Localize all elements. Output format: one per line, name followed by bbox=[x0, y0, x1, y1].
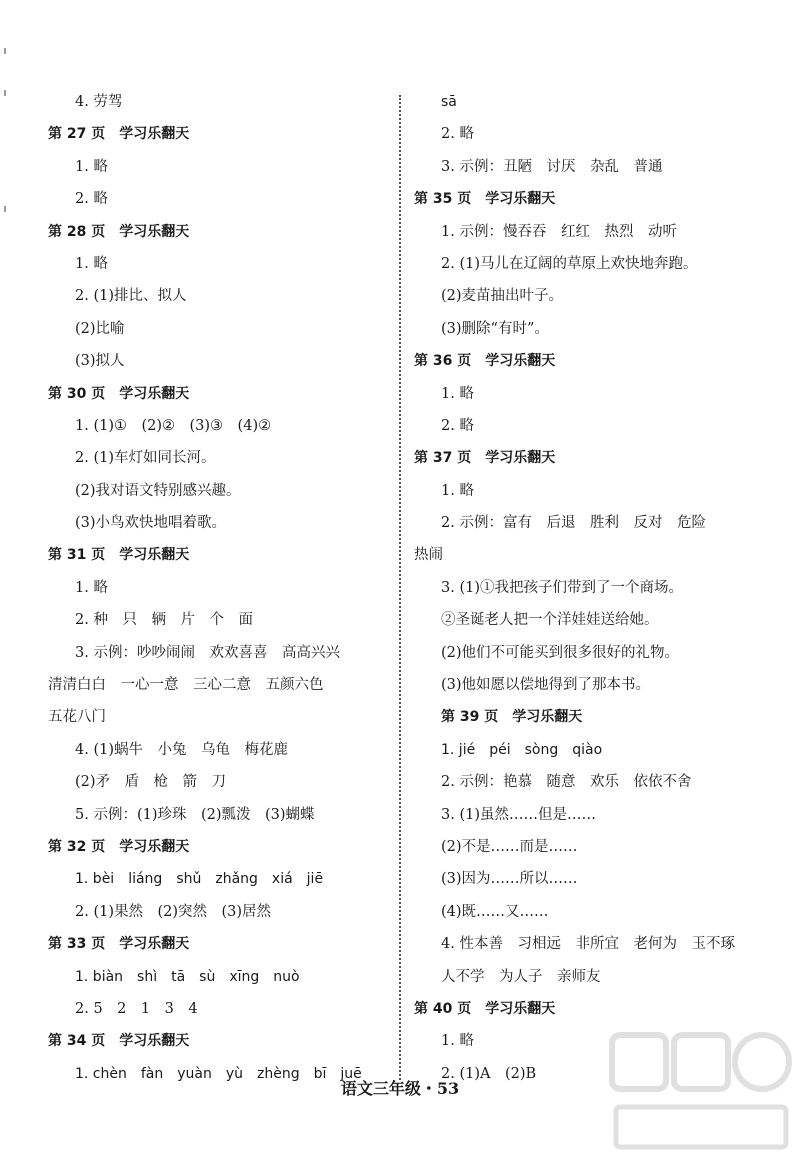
scan-edge-mark bbox=[4, 206, 6, 212]
section-heading: 第 36 页 学习乐翻天 bbox=[414, 353, 556, 370]
answer-line: (2)麦苗抽出叶子。 bbox=[441, 288, 564, 305]
answer-line: (2)不是……而是…… bbox=[441, 838, 578, 855]
answer-line: (3)小鸟欢快地唱着歌。 bbox=[75, 515, 227, 532]
answer-line: (2)矛 盾 枪 箭 刀 bbox=[75, 774, 227, 791]
section-heading: 第 28 页 学习乐翻天 bbox=[48, 223, 190, 240]
answer-line: 1. 略 bbox=[441, 1033, 474, 1050]
answer-line: 2. 示例：富有 后退 胜利 反对 危险 bbox=[441, 515, 706, 532]
column-divider bbox=[399, 95, 401, 1080]
pinyin-answer-line: 1. bèi liáng shǔ zhǎng xiá jiē bbox=[75, 871, 324, 888]
section-heading: 第 35 页 学习乐翻天 bbox=[414, 191, 556, 208]
answer-line: 2. (1)车灯如同长河。 bbox=[75, 450, 216, 467]
answer-line: 人不学 为人子 亲师友 bbox=[441, 968, 601, 985]
answer-line: 4. 性本善 习相远 非所宜 老何为 玉不琢 bbox=[441, 936, 735, 953]
section-heading: 第 33 页 学习乐翻天 bbox=[48, 936, 190, 953]
answer-line: 2. (1)排比、拟人 bbox=[75, 288, 187, 305]
answer-line: 2. 略 bbox=[441, 126, 474, 143]
answer-line: 2. 种 只 辆 片 个 面 bbox=[75, 612, 253, 629]
section-heading: 第 30 页 学习乐翻天 bbox=[48, 385, 190, 402]
answer-line: 1. 略 bbox=[75, 579, 108, 596]
pinyin-answer-line: sā bbox=[441, 94, 457, 110]
answer-line: 3. (1)①我把孩子们带到了一个商场。 bbox=[441, 579, 683, 596]
section-heading: 第 27 页 学习乐翻天 bbox=[48, 126, 190, 143]
answer-line: (2)比喻 bbox=[75, 320, 125, 337]
answer-line: (3)因为……所以…… bbox=[441, 871, 578, 888]
answer-line: 4. (1)蜗牛 小兔 乌龟 梅花鹿 bbox=[75, 741, 288, 758]
answer-line: 2. 示例：艳慕 随意 欢乐 依依不舍 bbox=[441, 774, 692, 791]
answer-line: 2. 略 bbox=[441, 417, 474, 434]
answer-line: 1. 示例：慢吞吞 红红 热烈 动听 bbox=[441, 223, 677, 240]
answer-line: (2)我对语文特别感兴趣。 bbox=[75, 482, 241, 499]
answer-continuation-line: 五花八门 bbox=[48, 709, 106, 726]
scan-edge-mark bbox=[4, 48, 6, 54]
pinyin-answer-line: 1. chèn fàn yuàn yù zhèng bī juē bbox=[75, 1065, 362, 1082]
answer-line: (3)删除“有时”。 bbox=[441, 320, 549, 337]
answer-line: (3)拟人 bbox=[75, 353, 125, 370]
answer-line: 3. 示例：吵吵闹闹 欢欢喜喜 高高兴兴 bbox=[75, 644, 340, 661]
answer-line: 3. 示例：丑陋 讨厌 杂乱 普通 bbox=[441, 158, 663, 175]
answer-line: 2. 略 bbox=[75, 191, 108, 208]
scan-edge-mark bbox=[4, 90, 6, 96]
section-heading: 第 32 页 学习乐翻天 bbox=[48, 838, 190, 855]
answer-line: (2)他们不可能买到很多很好的礼物。 bbox=[441, 644, 680, 661]
right-column bbox=[414, 86, 759, 1090]
answer-line: 1. 略 bbox=[441, 385, 474, 402]
answer-line: 4. 劳驾 bbox=[75, 94, 123, 110]
answer-line: 1. 略 bbox=[75, 255, 108, 272]
answer-line: ②圣诞老人把一个洋娃娃送给她。 bbox=[441, 612, 659, 629]
answer-line: 2. (1)马儿在辽阔的草原上欢快地奔跑。 bbox=[441, 255, 698, 272]
section-heading: 第 31 页 学习乐翻天 bbox=[48, 547, 190, 564]
answer-line: 2. 5 2 1 3 4 bbox=[75, 1000, 198, 1017]
answer-line: 5. 示例：(1)珍珠 (2)瓢泼 (3)蝴蝶 bbox=[75, 806, 315, 823]
answer-line: 1. 略 bbox=[441, 482, 474, 499]
section-heading: 第 40 页 学习乐翻天 bbox=[414, 1000, 556, 1017]
answer-continuation-line: 热闹 bbox=[414, 547, 443, 564]
section-heading: 第 39 页 学习乐翻天 bbox=[441, 709, 583, 726]
pinyin-answer-line: 1. biàn shì tā sù xīng nuò bbox=[75, 968, 300, 985]
pinyin-answer-line: 1. jié péi sòng qiào bbox=[441, 741, 603, 758]
answer-line: 1. 略 bbox=[75, 158, 108, 175]
answer-line: 3. (1)虽然……但是…… bbox=[441, 806, 596, 823]
answer-line: (4)既……又…… bbox=[441, 903, 549, 920]
answer-line: 1. (1)① (2)② (3)③ (4)② bbox=[75, 417, 272, 434]
left-column bbox=[48, 86, 388, 1090]
page-footer: 语文三年级・53 bbox=[340, 1079, 460, 1098]
answer-line: (3)他如愿以偿地得到了那本书。 bbox=[441, 677, 651, 694]
answer-line: 2. (1)果然 (2)突然 (3)居然 bbox=[75, 903, 272, 920]
answer-continuation-line: 清清白白 一心一意 三心二意 五颜六色 bbox=[48, 677, 324, 694]
answer-line: 2. (1)A (2)B bbox=[441, 1065, 537, 1082]
section-heading: 第 37 页 学习乐翻天 bbox=[414, 450, 556, 467]
section-heading: 第 34 页 学习乐翻天 bbox=[48, 1033, 190, 1050]
